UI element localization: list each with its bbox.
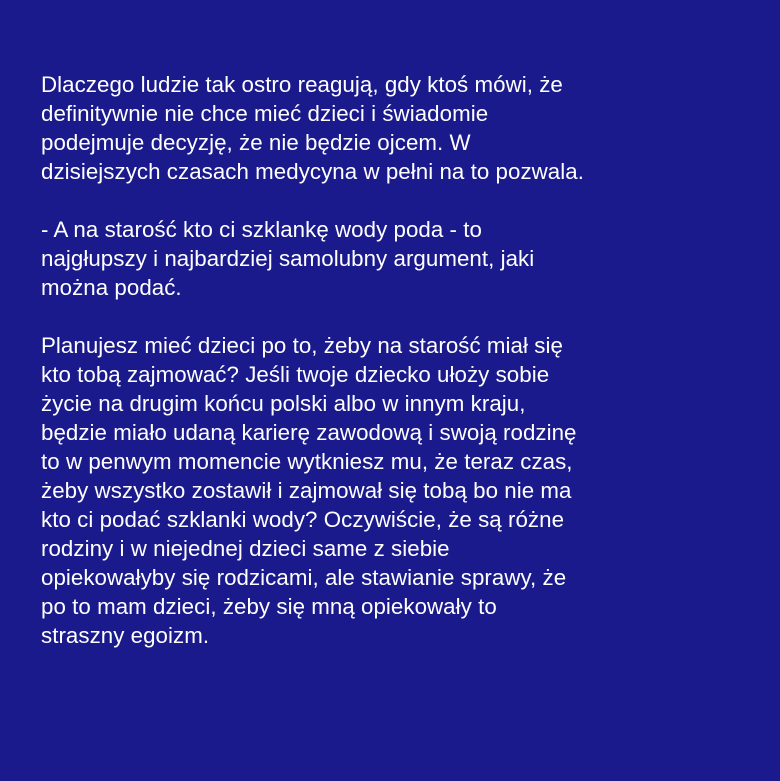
text-line: dzisiejszych czasach medycyna w pełni na to pozwala.	[41, 159, 584, 184]
text-line: - A na starość kto ci szklankę wody poda - to	[41, 217, 482, 242]
paragraph-quote	[41, 215, 750, 302]
paragraph-argument	[41, 331, 750, 650]
text-line: najgłupszy i najbardziej samolubny argument, jaki	[41, 246, 535, 271]
text-line: to w penwym momencie wytkniesz mu, że teraz czas,	[41, 449, 573, 474]
text-line: definitywnie nie chce mieć dzieci i świadomie	[41, 101, 489, 126]
text-line: Dlaczego ludzie tak ostro reagują, gdy ktoś mówi, że	[41, 72, 563, 97]
text-line: kto ci podać szklanki wody? Oczywiście, że są różne	[41, 507, 565, 532]
text-line: po to mam dzieci, żeby się mną opiekowały to	[41, 594, 497, 619]
text-line: Planujesz mieć dzieci po to, żeby na starość miał się	[41, 333, 563, 358]
text-line: opiekowałyby się rodzicami, ale stawianie sprawy, że	[41, 565, 567, 590]
text-line: życie na drugim końcu polski albo w innym kraju,	[41, 391, 526, 416]
text-line: żeby wszystko zostawił i zajmował się tobą bo nie ma	[41, 478, 572, 503]
text-line: straszny egoizm.	[41, 623, 210, 648]
text-line: kto tobą zajmować? Jeśli twoje dziecko ułoży sobie	[41, 362, 550, 387]
text-line: będzie miało udaną karierę zawodową i swoją rodzinę	[41, 420, 577, 445]
text-line: można podać.	[41, 275, 182, 300]
text-line: podejmuje decyzję, że nie będzie ojcem. W	[41, 130, 471, 155]
paragraph-question	[41, 70, 750, 186]
text-line: rodziny i w niejednej dzieci same z siebie	[41, 536, 450, 561]
